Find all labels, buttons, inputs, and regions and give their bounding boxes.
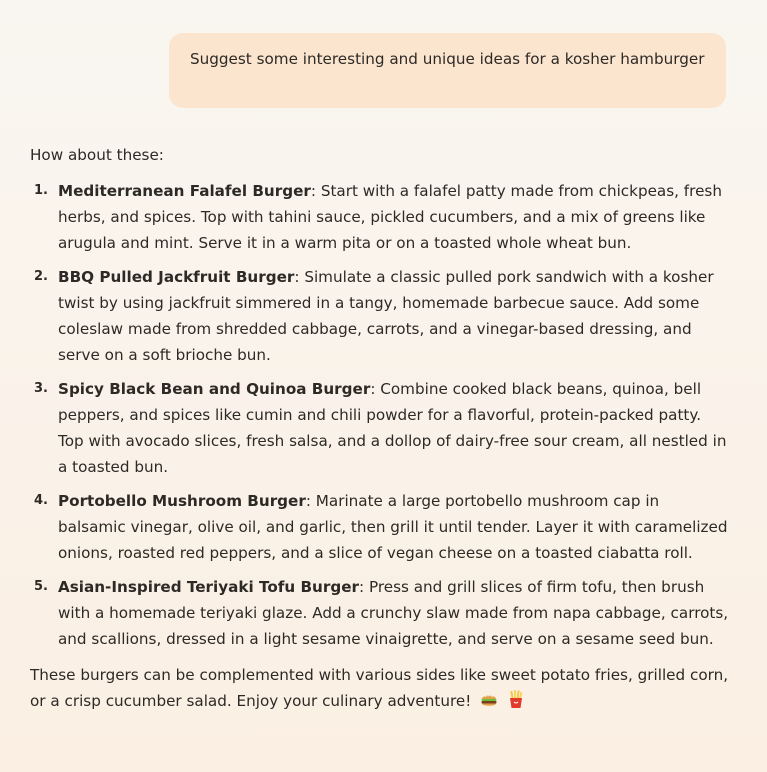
list-item	[30, 488, 730, 566]
item-name: Portobello Mushroom Burger	[58, 492, 306, 510]
hamburger-icon	[480, 691, 498, 717]
item-description: : Press and grill slices of firm tofu, then brush with a homemade teriyaki glaze. Add a crunchy slaw made from napa cabbage, carrots, and scallions, dressed in a light sesame vinaigrette, and serve on a sesame seed bun.	[58, 578, 729, 648]
user-message-text: Suggest some interesting and unique ideas for a kosher hamburger	[190, 50, 705, 68]
item-description: : Simulate a classic pulled pork sandwich with a kosher twist by using jackfruit simmered in a tangy, homemade barbecue sauce. Add some coleslaw made from shredded cabbage, carrots, and a vinegar-based dressing, and serve on a soft brioche bun.	[58, 268, 714, 364]
item-name: BBQ Pulled Jackfruit Burger	[58, 268, 295, 286]
assistant-message	[30, 142, 730, 717]
list-item	[30, 178, 730, 256]
item-number: 5.	[34, 579, 48, 594]
item-name: Spicy Black Bean and Quinoa Burger	[58, 380, 371, 398]
list-item	[30, 264, 730, 368]
item-name: Mediterranean Falafel Burger	[58, 182, 311, 200]
item-number: 3.	[34, 381, 48, 396]
user-message-bubble	[169, 33, 726, 108]
fries-icon	[507, 689, 525, 717]
assistant-intro: How about these:	[30, 146, 164, 164]
item-description: : Start with a falafel patty made from chickpeas, fresh herbs, and spices. Top with tahini sauce, pickled cucumbers, and a mix of greens like arugula and mint. Serve it in a warm pita or on a toasted whole wheat bun.	[58, 182, 722, 252]
item-number: 2.	[34, 269, 48, 284]
item-number: 1.	[34, 183, 48, 198]
item-name: Asian-Inspired Teriyaki Tofu Burger	[58, 578, 359, 596]
list-item	[30, 574, 730, 652]
list-item	[30, 376, 730, 480]
item-number: 4.	[34, 493, 48, 508]
item-description: : Combine cooked black beans, quinoa, bell peppers, and spices like cumin and chili powder for a flavorful, protein-packed patty. Top with avocado slices, fresh salsa, and a dollop of dairy-free sour cream, all nestled in a toasted bun.	[58, 380, 727, 476]
item-description: : Marinate a large portobello mushroom cap in balsamic vinegar, olive oil, and garlic, then grill it until tender. Layer it with caramelized onions, roasted red peppers, and a slice of vegan cheese on a toasted ciabatta roll.	[58, 492, 728, 562]
assistant-outro	[30, 662, 730, 717]
burger-ideas-list	[30, 178, 730, 652]
outro-text: These burgers can be complemented with various sides like sweet potato fries, grilled corn, or a crisp cucumber salad. Enjoy your culinary adventure!	[30, 666, 729, 710]
